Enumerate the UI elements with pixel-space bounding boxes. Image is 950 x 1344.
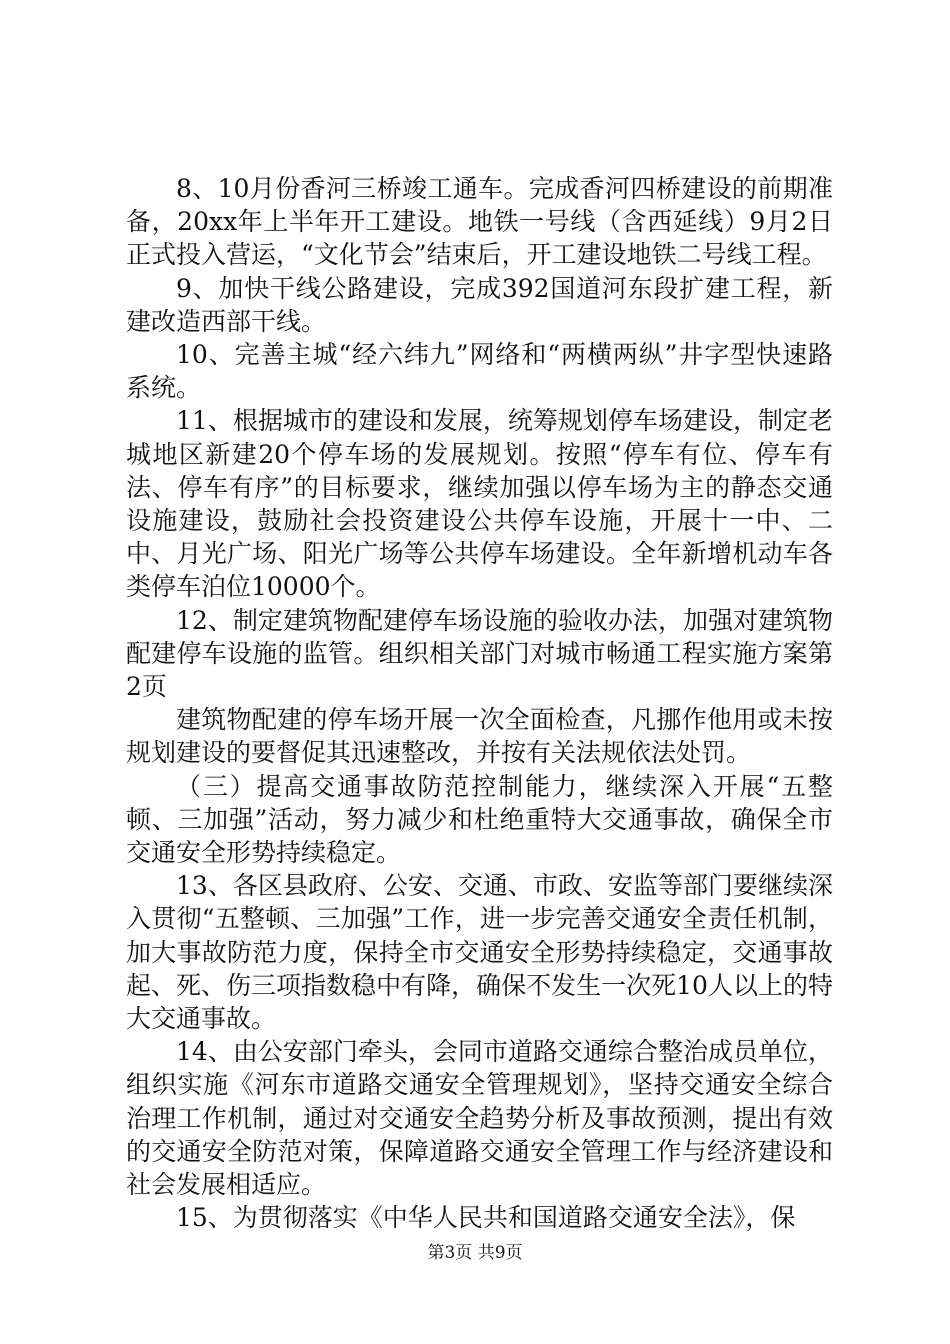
section-heading-3: （三）提高交通事故防范控制能力，继续深入开展“五整顿、三加强”活动，努力减少和杜绝重特大交通事故，确保全市交通安全形势持续稳定。 [126,771,833,868]
paragraph-11: 11、根据城市的建设和发展，统筹规划停车场建设，制定老城地区新建20个停车场的发展规划。按照“停车有位、停车有法、停车有序”的目标要求，继续加强以停车场为主的静态交通设施建设，鼓励社会投资建设公共停车设施，开展十一中、二中、月光广场、阳光广场等公共停车场建设。全年新增机动车各类停车泊位10000个。 [126,406,833,602]
paragraph-10: 10、完善主城“经六纬九”网络和“两横两纵”井字型快速路系统。 [126,340,833,403]
paragraph-15: 15、为贯彻落实《中华人民共和国道路交通安全法》，保 [176,1203,796,1233]
paragraph-14: 14、由公安部门牵头，会同市道路交通综合整治成员单位，组织实施《河东市道路交通安全管理规划》，坚持交通安全综合治理工作机制，通过对交通安全趋势分析及事故预测，提出有效的交通安全防范对策，保障道路交通安全管理工作与经济建设和社会发展相适应。 [126,1037,833,1200]
paragraph-8: 8、10月份香河三桥竣工通车。完成香河四桥建设的前期准备，20xx年上半年开工建设。地铁一号线（含西延线）9月2日正式投入营运，“文化节会”结束后，开工建设地铁二号线工程。 [126,174,833,270]
paragraph-9: 9、加快干线公路建设，完成392国道河东段扩建工程，新建改造西部干线。 [126,273,833,336]
paragraph-12-continued: 建筑物配建的停车场开展一次全面检查，凡挪作他用或未按规划建设的要督促其迅速整改，并按有关法规依法处罚。 [126,705,833,768]
document-body [126,172,833,1235]
paragraph-12: 12、制定建筑物配建停车场设施的验收办法，加强对建筑物配建停车设施的监管。组织相关部门对城市畅通工程实施方案第2页 [126,605,833,702]
paragraph-13: 13、各区县政府、公安、交通、市政、安监等部门要继续深入贯彻“五整顿、三加强”工作，进一步完善交通安全责任机制，加大事故防范力度，保持全市交通安全形势持续稳定，交通事故起、死、伤三项指数稳中有降，确保不发生一次死10人以上的特大交通事故。 [126,871,833,1034]
page-footer: 第3页 共9页 [427,1243,523,1263]
